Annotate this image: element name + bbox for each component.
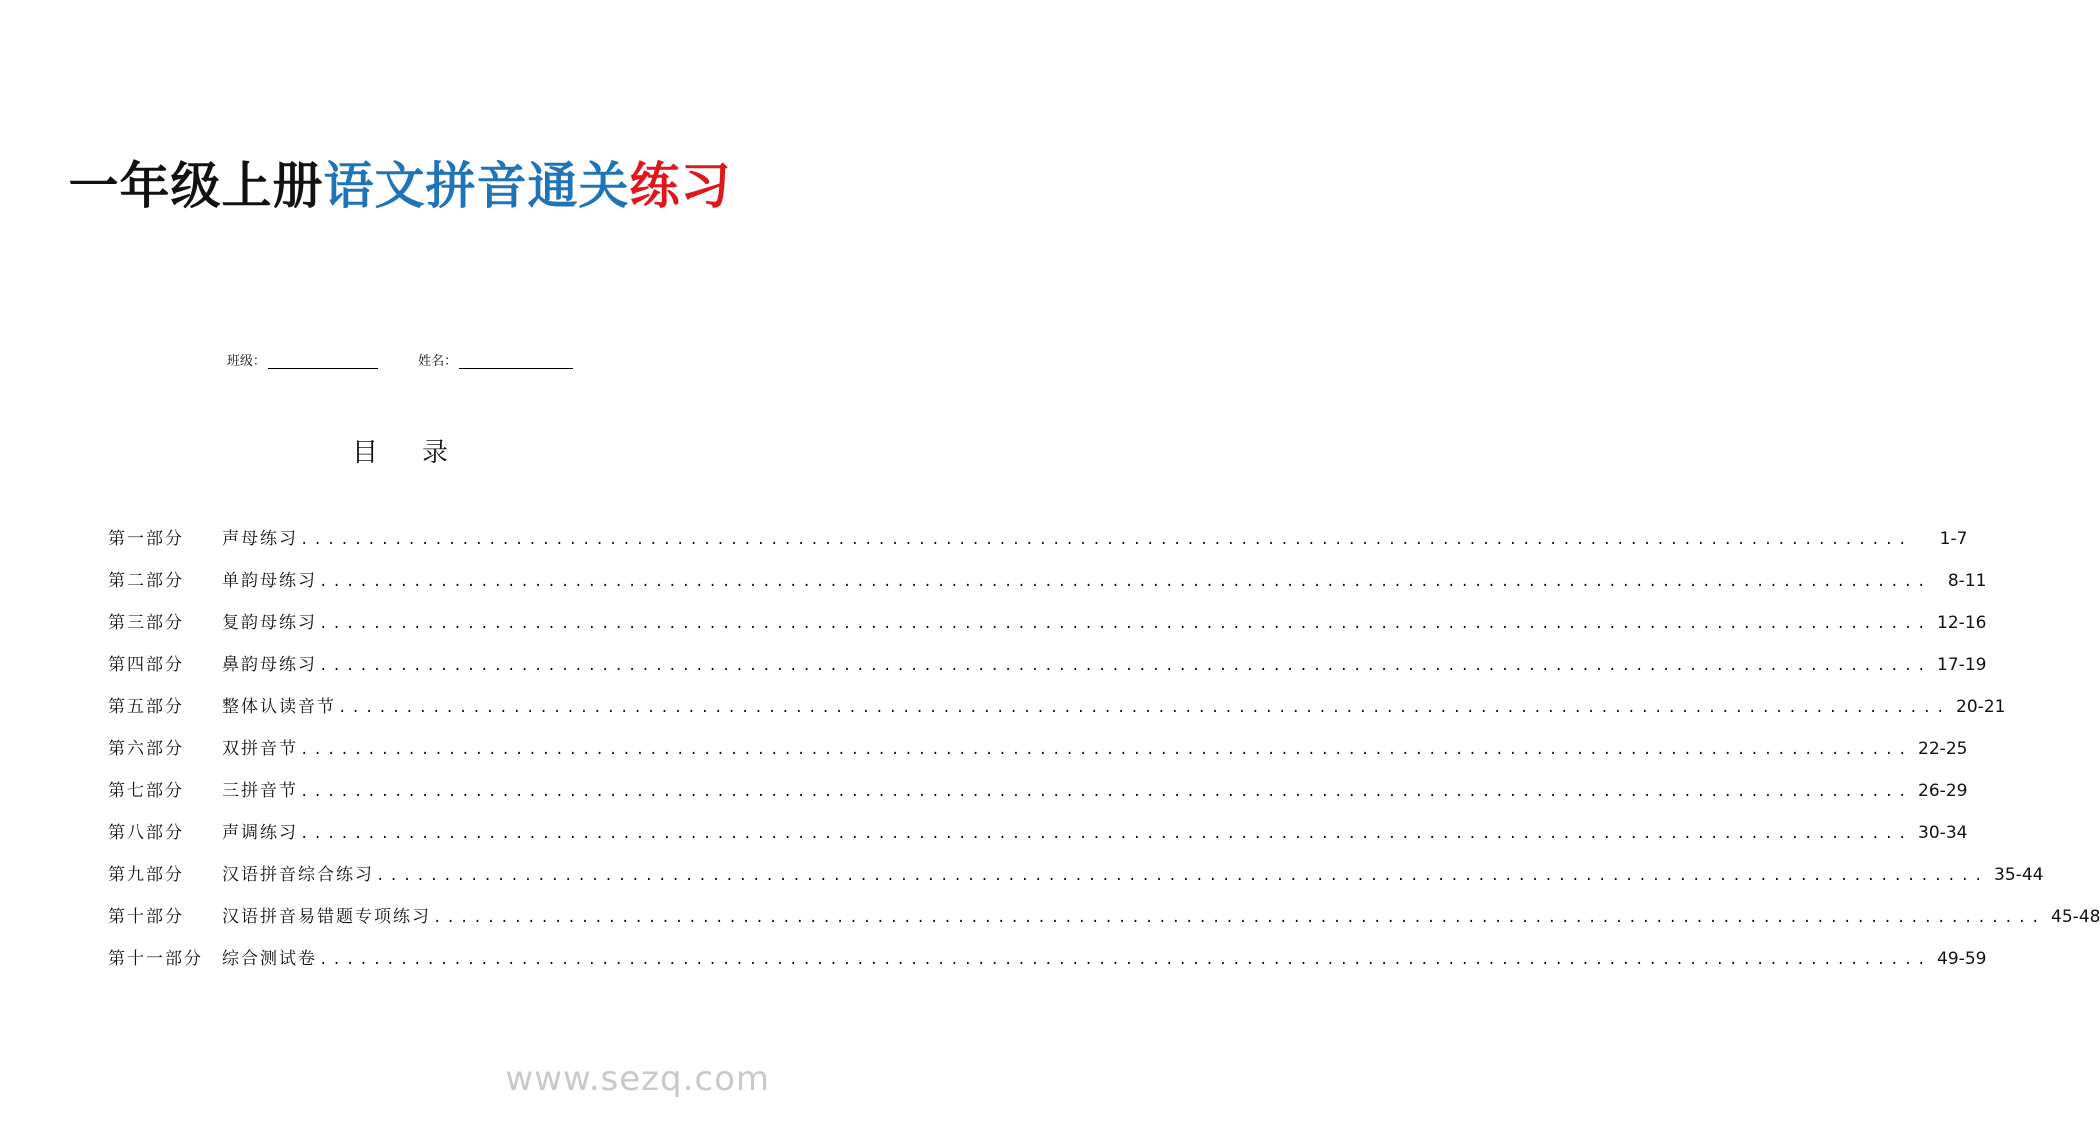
toc-row [108, 566, 1987, 608]
toc-leader-dots: ........................................................................................................................ [319, 952, 1931, 968]
toc-page-range: 17-19 [1937, 655, 1987, 675]
toc-row [108, 860, 2044, 902]
toc-page-range: 8-11 [1947, 571, 1987, 591]
toc-leader-dots: ........................................................................................................................ [338, 700, 1950, 716]
student-info [0, 350, 800, 369]
toc-page-range: 35-44 [1994, 865, 2044, 885]
toc-section-title: 声母练习 [222, 529, 298, 549]
toc-section-title: 复韵母练习 [222, 613, 317, 633]
toc-leader-dots: ........................................................................................................................ [433, 910, 2045, 926]
toc-leader-dots: ........................................................................................................................ [300, 532, 1912, 548]
toc-part-label: 第八部分 [108, 823, 184, 843]
toc-page-range: 20-21 [1956, 697, 2006, 717]
name-label: 姓名： [418, 354, 458, 369]
toc-part-label: 第七部分 [108, 781, 184, 801]
name-field [418, 350, 573, 369]
toc-leader-dots: ........................................................................................................................ [319, 574, 1931, 590]
toc-page-range: 12-16 [1937, 613, 1987, 633]
toc-row [108, 524, 1968, 566]
toc-part-label: 第五部分 [108, 697, 184, 717]
toc-leader-dots: ........................................................................................................................ [376, 868, 1988, 884]
toc-leader-dots: ........................................................................................................................ [300, 826, 1912, 842]
toc-row [108, 650, 1987, 692]
toc-section-title: 汉语拼音易错题专项练习 [222, 907, 431, 927]
toc-section-title: 综合测试卷 [222, 949, 317, 969]
toc-section-title: 鼻韵母练习 [222, 655, 317, 675]
toc-row [108, 692, 2006, 734]
toc-section-title: 单韵母练习 [222, 571, 317, 591]
title-practice-text: 练习 [629, 157, 732, 215]
toc-page-range: 22-25 [1918, 739, 1968, 759]
table-of-contents [108, 524, 2100, 986]
toc-leader-dots: ........................................................................................................................ [300, 742, 1912, 758]
toc-page-range: 30-34 [1918, 823, 1968, 843]
toc-row [108, 902, 2100, 944]
toc-leader-dots: ........................................................................................................................ [319, 616, 1931, 632]
document-title [0, 146, 800, 218]
toc-part-label: 第二部分 [108, 571, 184, 591]
toc-section-title: 汉语拼音综合练习 [222, 865, 374, 885]
toc-section-title: 声调练习 [222, 823, 298, 843]
toc-page-range: 26-29 [1918, 781, 1968, 801]
toc-leader-dots: ........................................................................................................................ [300, 784, 1912, 800]
toc-row [108, 944, 1987, 986]
toc-row [108, 776, 1968, 818]
toc-heading: 目录 [351, 438, 492, 468]
toc-part-label: 第一部分 [108, 529, 184, 549]
class-field [227, 350, 378, 369]
toc-part-label: 第九部分 [108, 865, 184, 885]
toc-row [108, 608, 1987, 650]
watermark: www.sezq.com [505, 1059, 770, 1099]
toc-page-range: 45-48 [2051, 907, 2100, 927]
class-blank-line [268, 354, 378, 369]
toc-part-label: 第六部分 [108, 739, 184, 759]
toc-section-title: 三拼音节 [222, 781, 298, 801]
toc-part-label: 第三部分 [108, 613, 184, 633]
title-grade-text: 一年级上册 [68, 157, 324, 215]
name-blank-line [459, 354, 573, 369]
toc-leader-dots: ........................................................................................................................ [319, 658, 1931, 674]
toc-row [108, 818, 1968, 860]
toc-part-label: 第四部分 [108, 655, 184, 675]
toc-page-range: 1-7 [1939, 529, 1968, 549]
toc-page-range: 49-59 [1937, 949, 1987, 969]
toc-row [108, 734, 1968, 776]
toc-part-label: 第十一部分 [108, 949, 203, 969]
toc-section-title: 整体认读音节 [222, 697, 336, 717]
toc-part-label: 第十部分 [108, 907, 184, 927]
class-label: 班级： [226, 354, 266, 369]
title-subject-text: 语文拼音通关 [323, 157, 630, 215]
toc-section-title: 双拼音节 [222, 739, 298, 759]
